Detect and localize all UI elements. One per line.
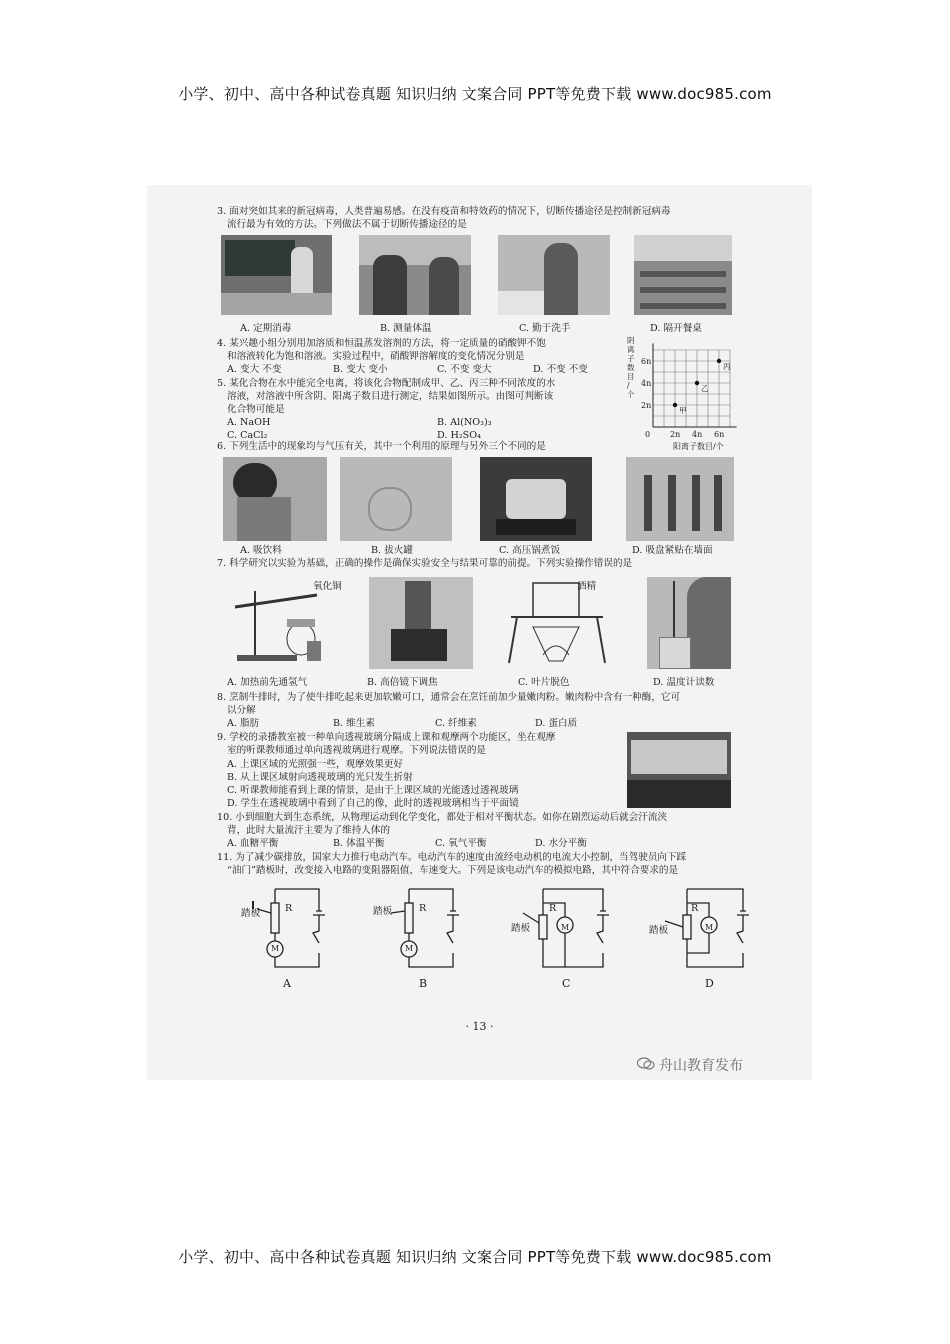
watermark [659, 1055, 743, 1075]
q11-option-c: C [562, 977, 571, 990]
q9-option-c: C. 听课教师能看到上课的情景，是由于上课区域的光能透过透视玻璃 [227, 785, 519, 796]
chart-x-tick-label: 4n [692, 430, 703, 439]
q8-option-a: A. 脂肪 [227, 718, 260, 729]
q7-label-copper-oxide: 氧化铜 [313, 581, 342, 592]
q11-c-pedal: 踏板 [511, 923, 531, 934]
q10-option-a: A. 血糖平衡 [227, 838, 279, 849]
q7-option-c: C. 叶片脱色 [518, 677, 570, 688]
q11-d-resistor: R [691, 903, 699, 914]
q7-diagram-leaf-decolor [503, 577, 613, 669]
q11-circuit-b [365, 883, 465, 973]
q7-stem: 7. 科学研究以实验为基础，正确的操作是确保实验安全与结果可靠的前提。下列实验操作错误的是 [217, 558, 633, 569]
q10-line2: 背，此时大量流汗主要为了维持人体的 [227, 825, 391, 836]
q3-stem-line2: 流行最为有效的方法。下列做法不属于切断传播途径的是 [227, 219, 467, 230]
scanned-page [147, 185, 812, 1080]
page-number: · 13 · [465, 1020, 494, 1033]
q6-photo-pressure-cooker [480, 457, 592, 541]
chart-x-axis-label: 阳离子数目/个 [673, 442, 724, 451]
q11-d-pedal: 踏板 [649, 925, 669, 936]
q11-line2: “油门”踏板时，改变接入电路的变阻器阻值，车速变大。下列是该电动汽车的模拟电路，其中符合要求的是 [227, 865, 679, 876]
q8-option-d: D. 蛋白质 [535, 718, 578, 729]
chart-point [695, 381, 699, 385]
chart-y-axis-label: 目 [627, 372, 635, 381]
chart-point-label: 甲 [679, 406, 687, 415]
q3-option-a: A. 定期消毒 [240, 323, 292, 334]
q11-line1: 11. 为了减少碳排放，国家大力推行电动汽车。电动汽车的速度由流经电动机的电流大小控制，当驾驶员向下踩 [217, 852, 687, 863]
q8-line2: 以分解 [227, 705, 256, 716]
q6-option-c: C. 高压锅煮饭 [499, 545, 561, 556]
q3-photo-disinfect [221, 235, 332, 315]
chart-y-axis-label: 数 [627, 363, 635, 372]
q6-option-a: A. 吸饮料 [240, 545, 282, 556]
q4-line1: 4. 某兴趣小组分别用加溶质和恒温蒸发溶剂的方法，将一定质量的硝酸钾不饱 [217, 338, 546, 349]
q8-option-c: C. 纤维素 [435, 718, 477, 729]
q6-photo-suction-cup [626, 457, 734, 541]
q11-option-a: A [283, 977, 291, 990]
q10-option-b: B. 体温平衡 [333, 838, 385, 849]
q11-circuit-a [231, 883, 331, 973]
q3-option-b: B. 测量体温 [380, 323, 432, 334]
q11-a-resistor: R [285, 903, 293, 914]
q5-ion-chart [625, 333, 755, 453]
q9-line2: 室的听课教师通过单向透视玻璃进行观摩。下列说法错误的是 [227, 745, 487, 756]
q11-option-b: B [419, 977, 428, 990]
q10-option-c: C. 氧气平衡 [435, 838, 487, 849]
q3-option-d: D. 隔开餐桌 [650, 323, 702, 334]
q3-option-c: C. 勤于洗手 [519, 323, 571, 334]
q8-line1: 8. 烹制牛排时，为了使牛排吃起来更加软嫩可口，通常会在烹饪前加少量嫩肉粉。嫩肉粉中含有一种酶，它可 [217, 692, 681, 703]
q6-photo-cupping [340, 457, 452, 541]
q5-option-a: A. NaOH [227, 417, 271, 428]
q11-b-pedal: 踏板 [373, 906, 393, 917]
q5-option-d: D. H₂SO₄ [437, 430, 481, 441]
chart-x-tick-label: 2n [670, 430, 681, 439]
q7-option-d: D. 温度计读数 [653, 677, 715, 688]
q7-photo-thermometer [647, 577, 731, 669]
q4-option-a: A. 变大 不变 [227, 364, 282, 375]
chart-y-tick-label: 4n [641, 379, 652, 388]
q4-option-d: D. 不变 不变 [533, 364, 588, 375]
q9-photo-classroom [627, 732, 731, 808]
q11-c-motor: M [561, 923, 570, 932]
q9-option-b: B. 从上课区域射向透视玻璃的光只发生折射 [227, 772, 413, 783]
chart-point [673, 403, 677, 407]
q11-b-motor: M [405, 944, 414, 953]
chart-origin-label: 0 [645, 430, 651, 439]
q10-line1: 10. 小到细胞大到生态系统，从物理运动到化学变化，都处于相对平衡状态。如你在剧烈运动后就会汗流浃 [217, 812, 668, 823]
q7-label-alcohol: 酒精 [577, 581, 597, 592]
q6-option-d: D. 吸盘紧贴在墙面 [632, 545, 713, 556]
q4-option-b: B. 变大 变小 [333, 364, 388, 375]
q3-stem-line1: 3. 面对突如其来的新冠病毒，人类普遍易感。在没有疫苗和特效药的情况下，切断传播途径是控制新冠病毒 [217, 206, 671, 217]
q7-option-a: A. 加热前先通氢气 [227, 677, 308, 688]
q5-option-b: B. Al(NO₃)₃ [437, 417, 492, 428]
q11-d-motor: M [705, 923, 714, 932]
q10-option-d: D. 水分平衡 [535, 838, 587, 849]
chart-y-tick-label: 2n [641, 401, 652, 410]
q11-c-resistor: R [549, 903, 557, 914]
q5-line2: 溶液，对溶液中所含阴、阳离子数目进行测定，结果如图所示。由图可判断该 [227, 391, 554, 402]
chart-point-label: 丙 [723, 362, 731, 371]
chart-point-label: 乙 [701, 384, 709, 393]
q4-line2: 和溶液转化为饱和溶液。实验过程中，硝酸钾溶解度的变化情况分别是 [227, 351, 525, 362]
q9-option-d: D. 学生在透视玻璃中看到了自己的像，此时的透视玻璃相当于平面镜 [227, 798, 519, 809]
chart-y-tick-label: 6n [641, 357, 652, 366]
chart-y-axis-label: 阴 [627, 336, 635, 345]
q5-line1: 5. 某化合物在水中能完全电离，将该化合物配制成甲、乙、丙三种不同浓度的水 [217, 378, 556, 389]
q9-line1: 9. 学校的录播教室被一种单向透视玻璃分隔成上课和观摩两个功能区，坐在观摩 [217, 732, 556, 743]
q3-photo-tables [634, 235, 732, 315]
q3-photo-handwash [498, 235, 610, 315]
q4-option-c: C. 不变 变大 [437, 364, 492, 375]
q8-option-b: B. 维生素 [333, 718, 375, 729]
chart-point [717, 359, 721, 363]
q7-photo-microscope [369, 577, 473, 669]
bottom-banner: 小学、初中、高中各种试卷真题 知识归纳 文案合同 PPT等免费下载 www.doc985.com [178, 1248, 772, 1266]
chart-y-axis-label: / [627, 381, 630, 390]
chart-y-axis-label: 个 [627, 390, 635, 399]
q11-b-resistor: R [419, 903, 427, 914]
chart-y-axis-label: 离 [627, 345, 635, 354]
chart-y-axis-label: 子 [627, 354, 635, 363]
q11-a-pedal: 踏板 [241, 908, 261, 919]
wechat-icon [637, 1057, 655, 1070]
q6-option-b: B. 拔火罐 [371, 545, 413, 556]
q9-option-a: A. 上课区域的光照强一些，观摩效果更好 [227, 759, 404, 770]
q11-a-motor: M [271, 944, 280, 953]
q6-photo-drink [223, 457, 327, 541]
q11-option-d: D [705, 977, 714, 990]
q5-line3: 化合物可能是 [227, 404, 285, 415]
q7-option-b: B. 高倍镜下调焦 [367, 677, 438, 688]
q5-option-c: C. CaCl₂ [227, 430, 268, 441]
chart-x-tick-label: 6n [714, 430, 725, 439]
watermark-text: 舟山教育发布 [659, 1058, 743, 1074]
q6-stem: 6. 下列生活中的现象均与气压有关，其中一个利用的原理与另外三个不同的是 [217, 441, 546, 452]
q3-photo-temperature [359, 235, 471, 315]
top-banner: 小学、初中、高中各种试卷真题 知识归纳 文案合同 PPT等免费下载 www.doc985.com [178, 85, 772, 103]
